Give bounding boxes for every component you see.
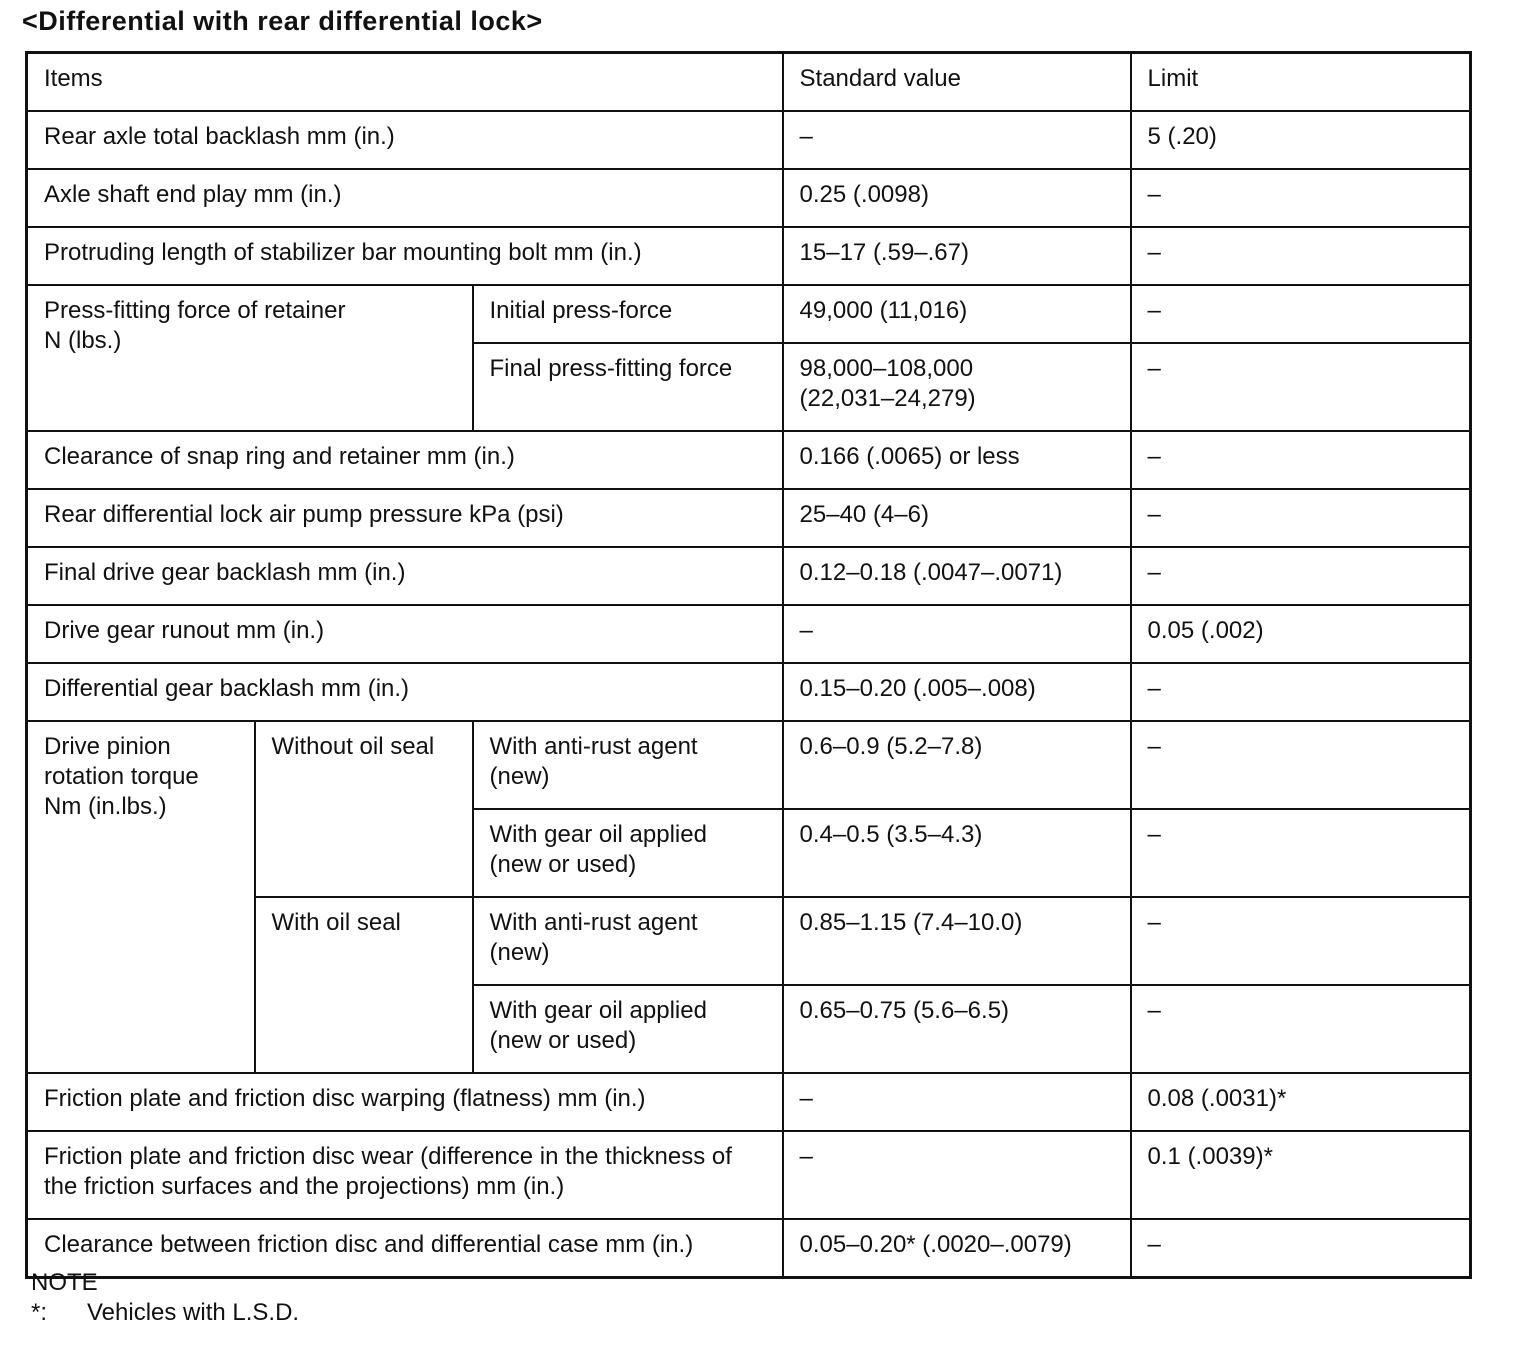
limit-cell: 0.08 (.0031)*: [1131, 1073, 1471, 1131]
limit-cell: –: [1131, 663, 1471, 721]
standard-cell: –: [783, 111, 1131, 169]
standard-cell: –: [783, 605, 1131, 663]
item-cell: Drive gear runout mm (in.): [27, 605, 783, 663]
header-standard-value: Standard value: [783, 53, 1131, 112]
subitem-cell: Initial press-force: [473, 285, 783, 343]
header-limit: Limit: [1131, 53, 1471, 112]
standard-cell: –: [783, 1131, 1131, 1219]
limit-cell: –: [1131, 431, 1471, 489]
standard-cell: 0.65–0.75 (5.6–6.5): [783, 985, 1131, 1073]
item-cell: Friction plate and friction disc warping (flatness) mm (in.): [27, 1073, 783, 1131]
standard-cell: 0.12–0.18 (.0047–.0071): [783, 547, 1131, 605]
limit-cell: –: [1131, 285, 1471, 343]
table-row: [27, 721, 1471, 809]
subitem-cell: With anti-rust agent (new): [473, 721, 783, 809]
standard-cell: 0.15–0.20 (.005–.008): [783, 663, 1131, 721]
limit-cell: –: [1131, 169, 1471, 227]
limit-cell: –: [1131, 721, 1471, 809]
item-cell: Clearance of snap ring and retainer mm (in.): [27, 431, 783, 489]
limit-cell: –: [1131, 1219, 1471, 1278]
footnote-text: Vehicles with L.S.D.: [87, 1299, 300, 1326]
table-row: [27, 431, 1471, 489]
limit-cell: –: [1131, 547, 1471, 605]
standard-cell: 25–40 (4–6): [783, 489, 1131, 547]
header-items: Items: [27, 53, 783, 112]
table-row: [27, 547, 1471, 605]
limit-cell: –: [1131, 227, 1471, 285]
spec-table: [25, 51, 1472, 1279]
item-cell-multiline: Friction plate and friction disc wear (difference in the thickness of the friction surfaces and the projections) mm (in.): [27, 1131, 783, 1219]
standard-cell: 0.85–1.15 (7.4–10.0): [783, 897, 1131, 985]
table-row: [27, 1131, 1471, 1219]
group-cell: Without oil seal: [255, 721, 473, 897]
item-cell-multiline: Drive pinion rotation torque Nm (in.lbs.): [27, 721, 255, 1073]
limit-cell: –: [1131, 985, 1471, 1073]
standard-cell: 0.4–0.5 (3.5–4.3): [783, 809, 1131, 897]
standard-cell: 0.166 (.0065) or less: [783, 431, 1131, 489]
page-title: <Differential with rear differential lock>: [22, 6, 543, 36]
header-row: [27, 53, 1471, 112]
subitem-cell: With gear oil applied (new or used): [473, 985, 783, 1073]
item-cell: Final drive gear backlash mm (in.): [27, 547, 783, 605]
limit-cell: 0.1 (.0039)*: [1131, 1131, 1471, 1219]
item-cell: Rear differential lock air pump pressure kPa (psi): [27, 489, 783, 547]
item-cell: Axle shaft end play mm (in.): [27, 169, 783, 227]
subitem-cell: With anti-rust agent (new): [473, 897, 783, 985]
standard-cell: 15–17 (.59–.67): [783, 227, 1131, 285]
subitem-cell: Final press-fitting force: [473, 343, 783, 431]
table-row: [27, 489, 1471, 547]
standard-cell: 49,000 (11,016): [783, 285, 1131, 343]
limit-cell: 0.05 (.002): [1131, 605, 1471, 663]
table-row: [27, 169, 1471, 227]
limit-cell: –: [1131, 489, 1471, 547]
item-cell: Differential gear backlash mm (in.): [27, 663, 783, 721]
note-section: [31, 1268, 299, 1328]
note-heading: NOTE: [31, 1269, 98, 1296]
group-cell: With oil seal: [255, 897, 473, 1073]
table-row: [27, 605, 1471, 663]
limit-cell: –: [1131, 809, 1471, 897]
table-row: [27, 663, 1471, 721]
standard-cell: –: [783, 1073, 1131, 1131]
standard-cell: 0.05–0.20* (.0020–.0079): [783, 1219, 1131, 1278]
note-line: [31, 1298, 299, 1328]
standard-cell-multiline: 98,000–108,000 (22,031–24,279): [783, 343, 1131, 431]
standard-cell: 0.25 (.0098): [783, 169, 1131, 227]
item-cell: Clearance between friction disc and differential case mm (in.): [27, 1219, 783, 1278]
limit-cell: 5 (.20): [1131, 111, 1471, 169]
subitem-cell: With gear oil applied (new or used): [473, 809, 783, 897]
table-row: [27, 1073, 1471, 1131]
table-row: [27, 285, 1471, 343]
limit-cell: –: [1131, 897, 1471, 985]
limit-cell: –: [1131, 343, 1471, 431]
table-row: [27, 227, 1471, 285]
item-cell: Protruding length of stabilizer bar mounting bolt mm (in.): [27, 227, 783, 285]
item-cell-multiline: Press-fitting force of retainer N (lbs.): [27, 285, 473, 431]
footnote-mark: *:: [31, 1299, 48, 1326]
standard-cell: 0.6–0.9 (5.2–7.8): [783, 721, 1131, 809]
table-row: [27, 111, 1471, 169]
item-cell: Rear axle total backlash mm (in.): [27, 111, 783, 169]
